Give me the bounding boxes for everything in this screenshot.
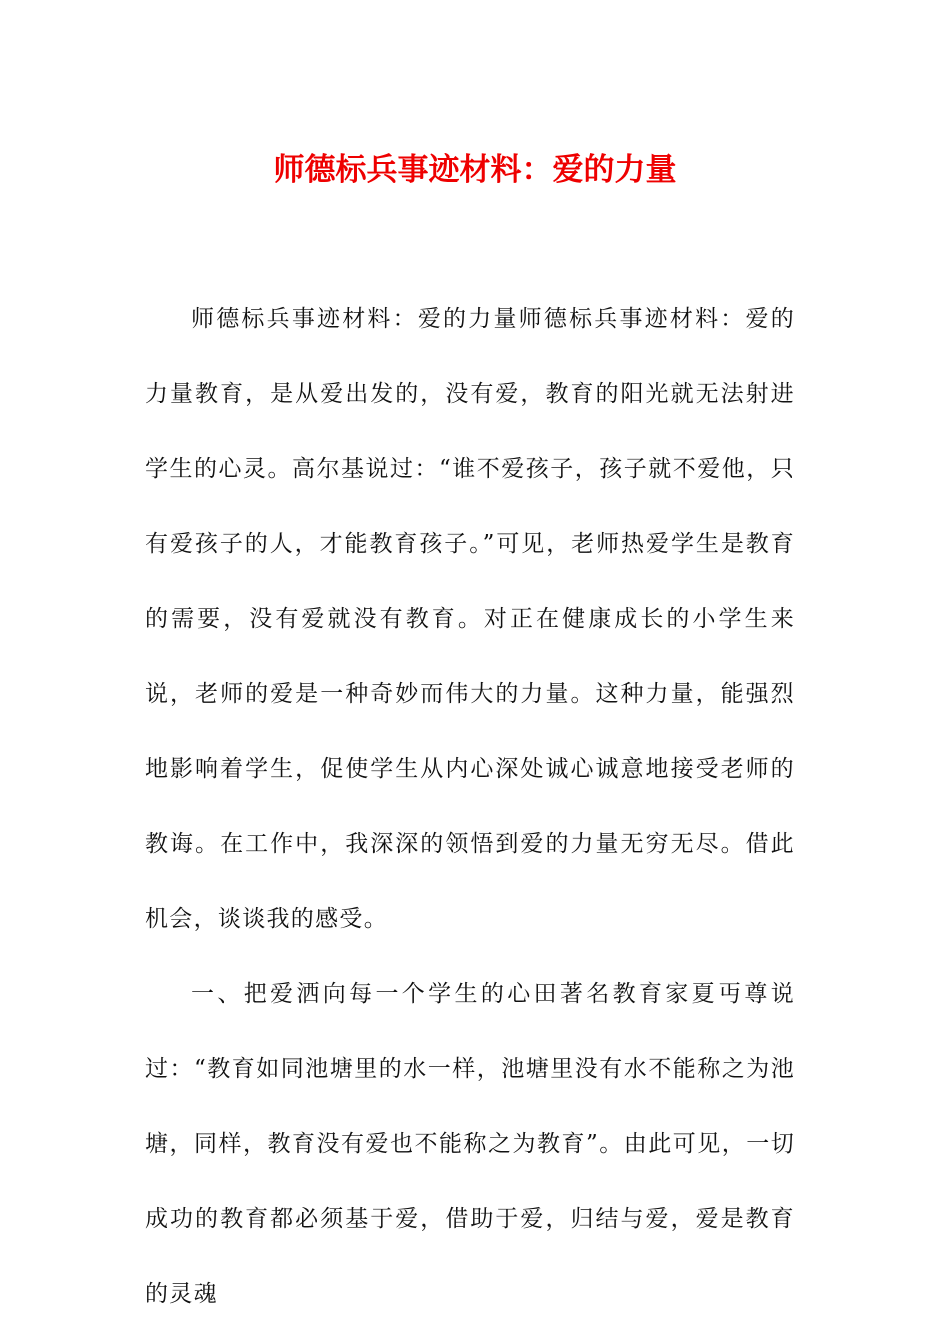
document-body [145, 282, 795, 1332]
document-title: 师德标兵事迹材料：爱的力量 [273, 152, 677, 188]
paragraph-1: 师德标兵事迹材料：爱的力量师德标兵事迹材料：爱的力量教育，是从爱出发的，没有爱，教育的阳光就无法射进学生的心灵。高尔基说过：“谁不爱孩子，孩子就不爱他，只有爱孩子的人，才能教育孩子。”可见，老师热爱学生是教育的需要，没有爱就没有教育。对正在健康成长的小学生来说，老师的爱是一种奇妙而伟大的力量。这种力量，能强烈地影响着学生，促使学生从内心深处诚心诚意地接受老师的教诲。在工作中，我深深的领悟到爱的力量无穷无尽。借此机会，谈谈我的感受。 [145, 306, 795, 932]
paragraph-2: 一、把爱洒向每一个学生的心田著名教育家夏丏尊说过：“教育如同池塘里的水一样，池塘里没有水不能称之为池塘，同样，教育没有爱也不能称之为教育”。由此可见，一切成功的教育都必须基于爱，借助于爱，归结与爱，爱是教育的灵魂 [145, 981, 795, 1307]
